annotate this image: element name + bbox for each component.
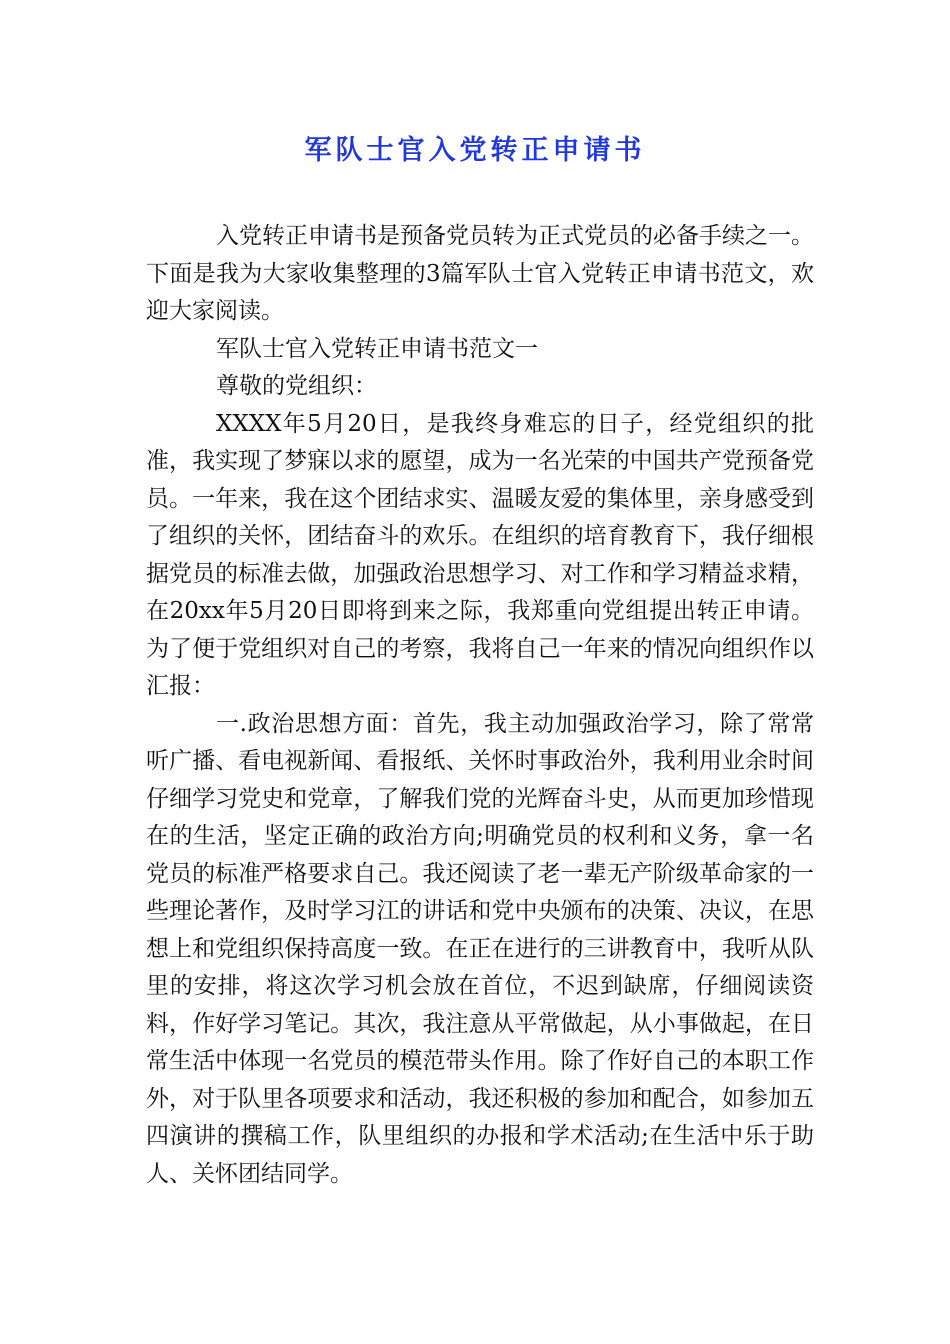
section-heading: 军队士官入党转正申请书范文一: [216, 335, 538, 362]
body-paragraph: 一.政治思想方面：首先，我主动加强政治学习，除了常常听广播、看电视新闻、看报纸、关怀时事政治外，我利用业余时间仔细学习党史和党章，了解我们党的光辉奋斗史，从而更加珍惜现在的生活，坚定正确的政治方向;明确党员的权利和义务，拿一名党员的标准严格要求自己。我还阅读了老一辈无产阶级革命家的一些理论著作，及时学习江的讲话和党中央颁布的决策、决议，在思想上和党组织保持高度一致。在正在进行的三讲教育中，我听从队里的安排，将这次学习机会放在首位，不迟到缺席，仔细阅读资料，作好学习笔记。其次，我注意从平常做起，从小事做起，在日常生活中体现一名党员的模范带头作用。除了作好自己的本职工作外，对于队里各项要求和活动，我还积极的参加和配合，如参加五四演讲的撰稿工作，队里组织的办报和学术活动;在生活中乐于助人、关怀团结同学。: [146, 710, 814, 1187]
salutation: 尊敬的党组织：: [216, 373, 377, 399]
document-title: 军队士官入党转正申请书: [304, 135, 646, 166]
body-paragraph: XXXX年5月20日，是我终身难忘的日子，经党组织的批准，我实现了梦寐以求的愿望，成为一名光荣的中国共产党预备党员。一年来，我在这个团结求实、温暖友爱的集体里，亲身感受到了组织的关怀，团结奋斗的欢乐。在组织的培育教育下，我仔细根据党员的标准去做，加强政治思想学习、对工作和学习精益求精，在20xx年5月20日即将到来之际，我郑重向党组提出转正申请。为了便于党组织对自己的考察，我将自己一年来的情况向组织作以汇报：: [146, 410, 814, 699]
intro-paragraph: 入党转正申请书是预备党员转为正式党员的必备手续之一。下面是我为大家收集整理的3篇军队士官入党转正申请书范文，欢迎大家阅读。: [146, 223, 814, 324]
document-body: [146, 218, 814, 1193]
